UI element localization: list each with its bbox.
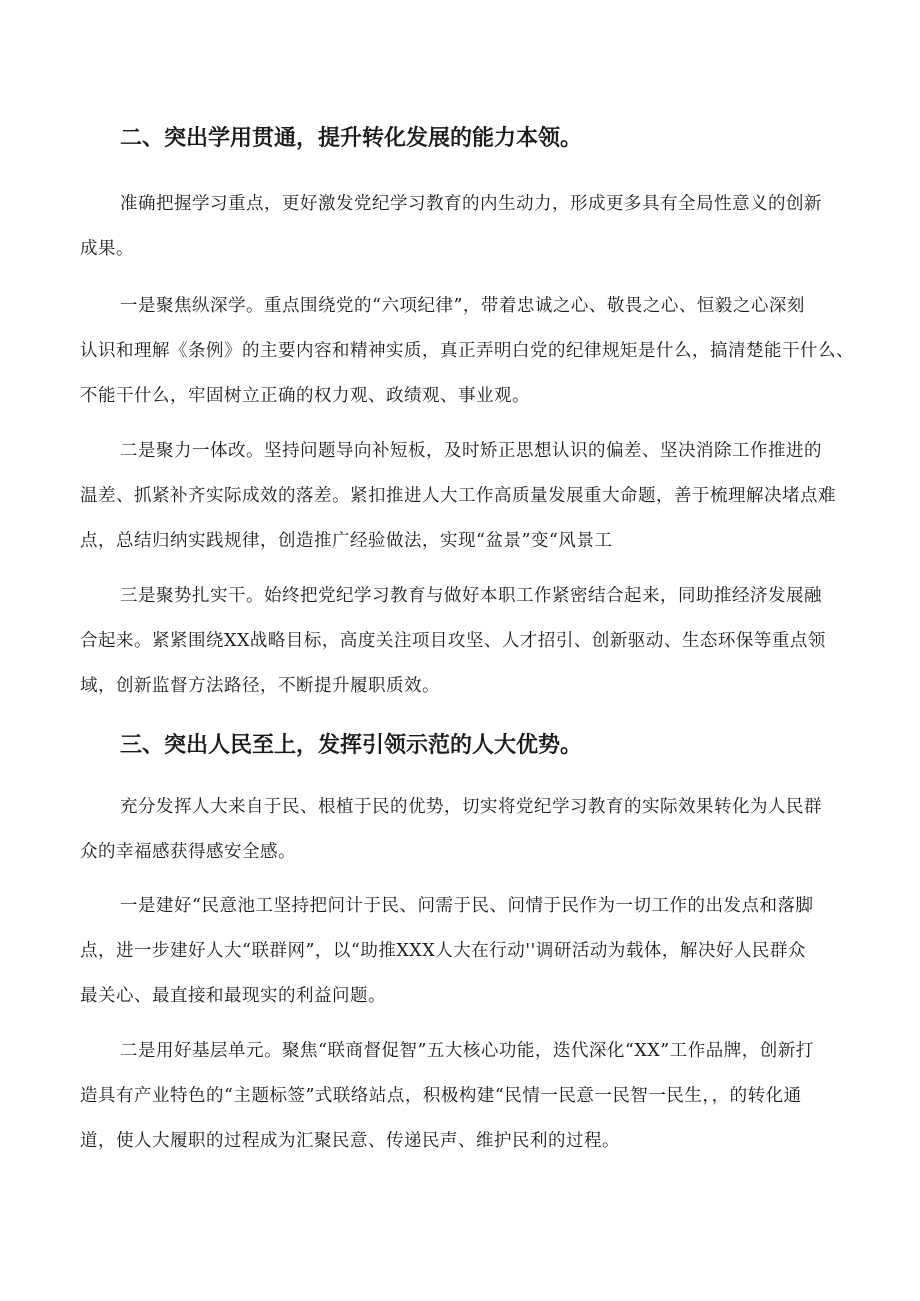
paragraph-2-point-3 (80, 574, 850, 709)
paragraph-line: 道，使人大履职的过程成为汇聚民意、传递民声、维护民利的过程。 (80, 1131, 620, 1151)
paragraph-line: 三是聚势扎实干。始终把党纪学习教育与做好本职工作紧密结合起来，同助推经济发展融 (120, 586, 822, 606)
paragraph-line: 温差、抓紧补齐实际成效的落差。紧扣推进人大工作高质量发展重大命题，善于梳理解决堵点难 (80, 486, 836, 506)
paragraph-line: 认识和理解《条例》的主要内容和精神实质，真正弄明白党的纪律规矩是什么，搞清楚能干什么、 (80, 341, 854, 361)
paragraph-line: 准确把握学习重点，更好激发党纪学习教育的内生动力，形成更多具有全局性意义的创新 (120, 194, 822, 214)
paragraph-line: 点，进一步建好人大“联群网”，以“助推XXX人大在行动''调研活动为载体，解决好人民群众 (80, 941, 806, 961)
section-heading-3: 三、突出人民至上，发挥引领示范的人大优势。 (120, 733, 583, 758)
paragraph-line: 充分发挥人大来自于民、根植于民的优势，切实将党纪学习教育的实际效果转化为人民群 (120, 797, 822, 817)
paragraph-line: 一是聚焦纵深学。重点围绕党的“六项纪律”，带着忠诚之心、敬畏之心、恒毅之心深刻 (120, 296, 805, 316)
paragraph-3-point-2 (80, 1029, 850, 1164)
paragraph-line: 众的幸福感获得感安全感。 (80, 842, 296, 862)
section-heading-2: 二、突出学用贯通，提升转化发展的能力本领。 (120, 126, 583, 151)
paragraph-3-intro (80, 785, 850, 875)
paragraph-line: 域，创新监督方法路径，不断提升履职质效。 (80, 676, 440, 696)
paragraph-line: 一是建好“民意池工坚持把问计于民、问需于民、问情于民作为一切工作的出发点和落脚 (120, 896, 814, 916)
paragraph-2-point-2 (80, 429, 850, 564)
paragraph-line: 成果。 (80, 239, 134, 259)
paragraph-line: 合起来。紧紧围绕XX战略目标，高度关注项目攻坚、人才招引、创新驱动、生态环保等重点领 (80, 631, 826, 651)
paragraph-line: 二是聚力一体改。坚持问题导向补短板，及时矫正思想认识的偏差、坚决消除工作推进的 (120, 441, 822, 461)
paragraph-line: 最关心、最直接和最现实的利益问题。 (80, 986, 386, 1006)
paragraph-2-intro (80, 182, 850, 272)
paragraph-line: 点，总结归纳实践规律，创造推广经验做法，实现“盆景”变“风景工 (80, 531, 613, 551)
paragraph-line: 不能干什么，牢固树立正确的权力观、政绩观、事业观。 (80, 386, 530, 406)
paragraph-2-point-1 (80, 284, 854, 419)
paragraph-line: 二是用好基层单元。聚焦“联商督促智”五大核心功能，迭代深化“XX”工作品牌，创新打 (120, 1041, 814, 1061)
paragraph-line: 造具有产业特色的“主题标签”式联络站点，积极构建“民情一民意一民智一民生，，的转化通 (80, 1086, 802, 1106)
paragraph-3-point-1 (80, 884, 850, 1019)
